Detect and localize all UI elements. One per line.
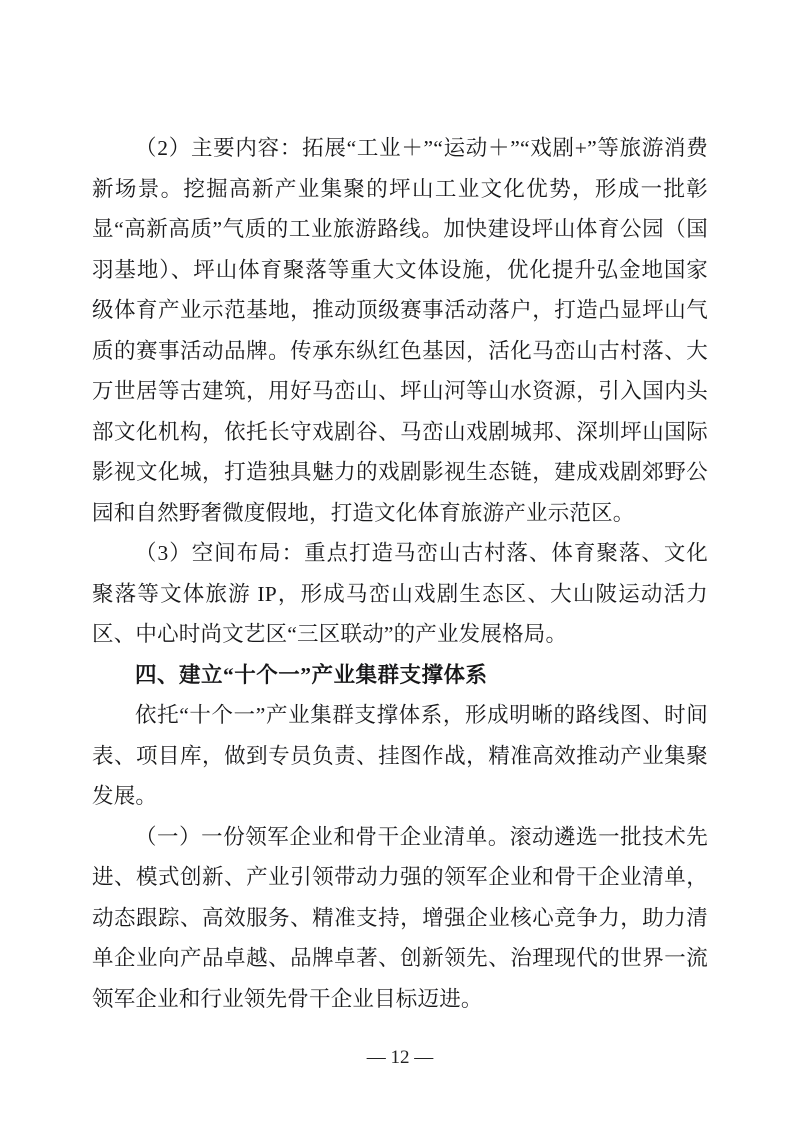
paragraph-support-system: 依托“十个一”产业集群支撑体系，形成明晰的路线图、时间表、项目库，做到专员负责、挂图作战，精准高效推动产业集聚发展。 bbox=[92, 703, 708, 808]
paragraph-main-content: （2）主要内容：拓展“工业＋”“运动＋”“戏剧+”等旅游消费新场景。挖掘高新产业集聚的坪山工业文化优势，形成一批彰显“高新高质”气质的工业旅游路线。加快建设坪山体育公园（国羽基地）、坪山体育聚落等重大文体设施，优化提升弘金地国家级体育产业示范基地，推动顶级赛事活动落户，打造凸显坪山气质的赛事活动品牌。传承东纵红色基因，活化马峦山古村落、大万世居等古建筑，用好马峦山、坪山河等山水资源，引入国内头部文化机构，依托长守戏剧谷、马峦山戏剧城邦、深圳坪山国际影视文化城，打造独具魅力的戏剧影视生态链，建成戏剧郊野公园和自然野奢微度假地，打造文化体育旅游产业示范区。 bbox=[92, 136, 708, 525]
page-number: — 12 — bbox=[366, 1047, 434, 1068]
paragraph-spatial-layout: （3）空间布局：重点打造马峦山古村落、体育聚落、文化聚落等文体旅游 IP，形成马峦山戏剧生态区、大山陂运动活力区、中心时尚文艺区“三区联动”的产业发展格局。 bbox=[92, 541, 708, 646]
heading-section-four: 四、建立“十个一”产业集群支撑体系 bbox=[135, 662, 488, 687]
paragraph-enterprise-list: （一）一份领军企业和骨干企业清单。滚动遴选一批技术先进、模式创新、产业引领带动力强的领军企业和骨干企业清单，动态跟踪、高效服务、精准支持，增强企业核心竞争力，助力清单企业向产品卓越、品牌卓著、创新领先、治理现代的世界一流领军企业和行业领先骨干企业目标迈进。 bbox=[92, 824, 708, 1011]
document-body bbox=[92, 128, 708, 1019]
